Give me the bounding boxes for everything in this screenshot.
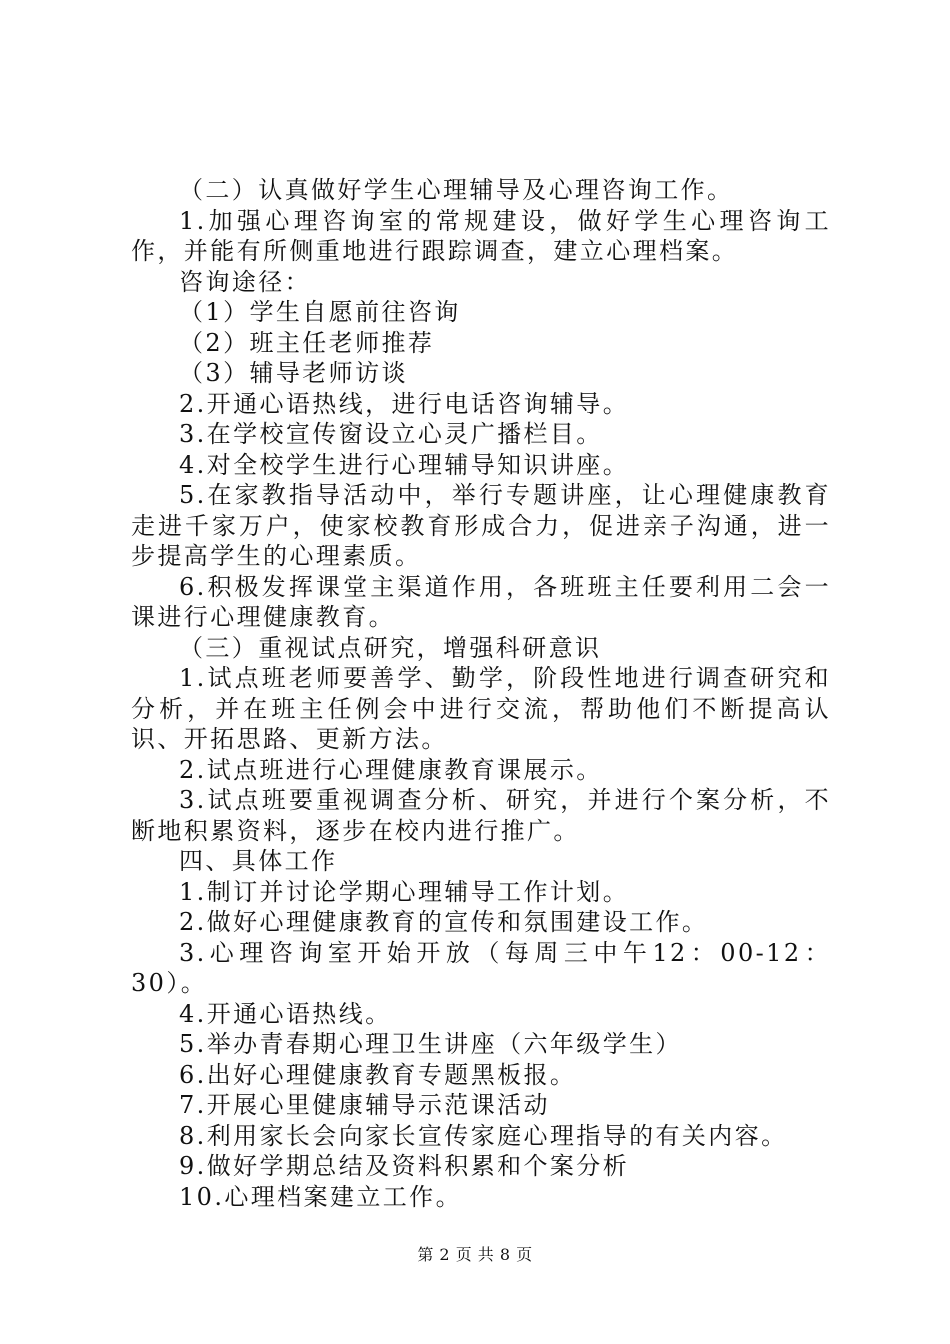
paragraph-pilot-3: 3.试点班要重视调查分析、研究，并进行个案分析，不断地积累资料，逐步在校内进行推广。	[131, 786, 831, 845]
paragraph-item-6: 6.积极发挥课堂主渠道作用，各班班主任要利用二会一课进行心理健康教育。	[131, 572, 831, 631]
work-item-6: 6.出好心理健康教育专题黑板报。	[179, 1060, 577, 1089]
section-heading-2: （二）认真做好学生心理辅导及心理咨询工作。	[179, 176, 734, 204]
work-item-3: 3.心理咨询室开始开放（每周三中午12：00-12：30）。	[131, 938, 831, 997]
work-item-1: 1.制订并讨论学期心理辅导工作计划。	[179, 877, 630, 906]
paragraph-item-4: 4.对全校学生进行心理辅导知识讲座。	[179, 450, 630, 479]
paragraph-item-5: 5.在家教指导活动中，举行专题讲座，让心理健康教育走进千家万户，使家校教育形成合力，促进亲子沟通，进一步提高学生的心理素质。	[131, 481, 831, 570]
section-heading-3: （三）重视试点研究，增强科研意识	[179, 633, 602, 662]
page-footer: 第 2 页 共 8 页	[417, 1245, 533, 1264]
list-item-way-2: （2）班主任老师推荐	[179, 328, 435, 357]
paragraph-item-3: 3.在学校宣传窗设立心灵广播栏目。	[179, 420, 603, 448]
work-item-10: 10.心理档案建立工作。	[179, 1182, 462, 1211]
work-item-9: 9.做好学期总结及资料积累和个案分析	[179, 1152, 630, 1180]
work-item-2: 2.做好心理健康教育的宣传和氛围建设工作。	[179, 908, 709, 936]
paragraph-pilot-2: 2.试点班进行心理健康教育课展示。	[179, 755, 603, 784]
work-item-7: 7.开展心里健康辅导示范课活动	[179, 1091, 550, 1119]
work-item-5: 5.举办青春期心理卫生讲座（六年级学生）	[179, 1030, 682, 1058]
document-body	[131, 175, 831, 1212]
paragraph-item-2: 2.开通心语热线，进行电话咨询辅导。	[179, 389, 630, 418]
paragraph-consult-ways: 咨询途径：	[179, 267, 311, 296]
list-item-way-3: （3）辅导老师访谈	[179, 359, 408, 387]
work-item-8: 8.利用家长会向家长宣传家庭心理指导的有关内容。	[179, 1121, 788, 1150]
paragraph-pilot-1: 1.试点班老师要善学、勤学，阶段性地进行调查研究和分析，并在班主任例会中进行交流，帮助他们不断提高认识、开拓思路、更新方法。	[131, 664, 831, 753]
section-heading-4: 四、具体工作	[179, 847, 338, 875]
work-item-4: 4.开通心语热线。	[179, 999, 392, 1028]
list-item-way-1: （1）学生自愿前往咨询	[179, 298, 461, 326]
paragraph-item-1: 1.加强心理咨询室的常规建设，做好学生心理咨询工作，并能有所侧重地进行跟踪调查，建立心理档案。	[131, 206, 831, 265]
